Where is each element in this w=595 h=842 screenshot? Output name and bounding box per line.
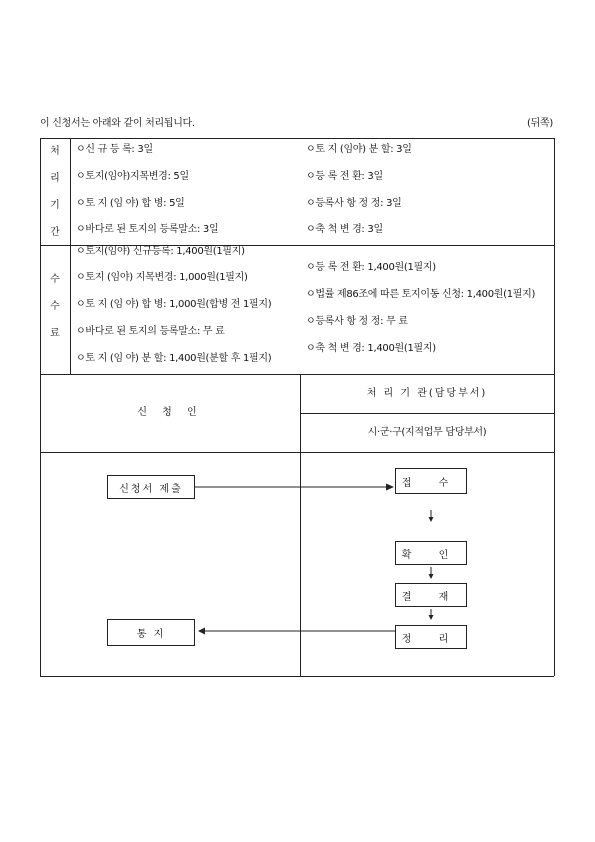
- back-page-label: (뒤쪽): [527, 118, 553, 129]
- period-item: ㅇ토 지 (임 야) 합 병: 5일: [76, 198, 185, 209]
- fee-item: ㅇ바다로 된 토지의 등록말소: 무 료: [76, 326, 225, 337]
- period-item: ㅇ등 록 전 환: 3일: [306, 171, 383, 182]
- period-item: ㅇ토 지 (임야) 분 할: 3일: [306, 144, 412, 155]
- approval-box: 결 재: [395, 583, 467, 607]
- fee-label-char: 료: [50, 328, 60, 339]
- notification-box: 통 지: [107, 619, 195, 646]
- period-item: ㅇ토지(임야)지목변경: 5일: [76, 171, 189, 182]
- registration-box: 정 리: [395, 625, 467, 649]
- arrow-down-icon: [429, 615, 434, 620]
- submit-application-box: 신청서 제출: [107, 475, 195, 499]
- processor-heading: 처 리 기 관(담당부서): [366, 388, 488, 399]
- receipt-box: 접 수: [395, 468, 467, 494]
- fee-item: ㅇ축 척 변 경: 1,400원(1필지): [306, 343, 436, 354]
- period-label-char: 간: [50, 227, 60, 238]
- fee-item: ㅇ법률 제86조에 따른 토지이동 신청: 1,400원(1필지): [306, 289, 536, 300]
- period-label-char: 리: [50, 173, 60, 184]
- fee-item: ㅇ토지(임야) 신규등록: 1,400원(1필지): [76, 246, 245, 257]
- arrow-down-icon: [429, 517, 434, 522]
- fee-label-char: 수: [50, 301, 60, 312]
- fee-item: ㅇ등록사 항 정 정: 무 료: [306, 316, 408, 327]
- intro-text: 이 신청서는 아래와 같이 처리됩니다.: [40, 118, 195, 129]
- fee-item: ㅇ토 지 (임 야) 합 병: 1,000원(합병 전 1필지): [76, 299, 272, 310]
- period-item: ㅇ축 척 변 경: 3일: [306, 224, 383, 235]
- fee-item: ㅇ토지 (임야) 지목변경: 1,000원(1필지): [76, 272, 248, 283]
- period-label-char: 처: [50, 146, 60, 157]
- arrow-right-icon: [386, 484, 394, 491]
- fee-label-char: 수: [50, 274, 60, 285]
- confirm-box: 확 인: [395, 541, 467, 565]
- fee-item: ㅇ등 록 전 환: 1,400원(1필지): [306, 262, 436, 273]
- applicant-heading: 신 청 인: [137, 407, 203, 418]
- fee-item: ㅇ토 지 (임 야) 분 할: 1,400원(분할 후 1필지): [76, 353, 272, 364]
- arrow-down-icon: [429, 574, 434, 579]
- period-item: ㅇ바다로 된 토지의 등록말소: 3일: [76, 224, 219, 235]
- period-label-char: 기: [50, 200, 60, 211]
- processor-subheading: 시·군·구(지적업무 담당부서): [367, 427, 487, 438]
- arrow-left-icon: [198, 628, 205, 635]
- period-item: ㅇ등록사 항 정 정: 3일: [306, 198, 402, 209]
- period-item: ㅇ신 규 등 록: 3일: [76, 144, 153, 155]
